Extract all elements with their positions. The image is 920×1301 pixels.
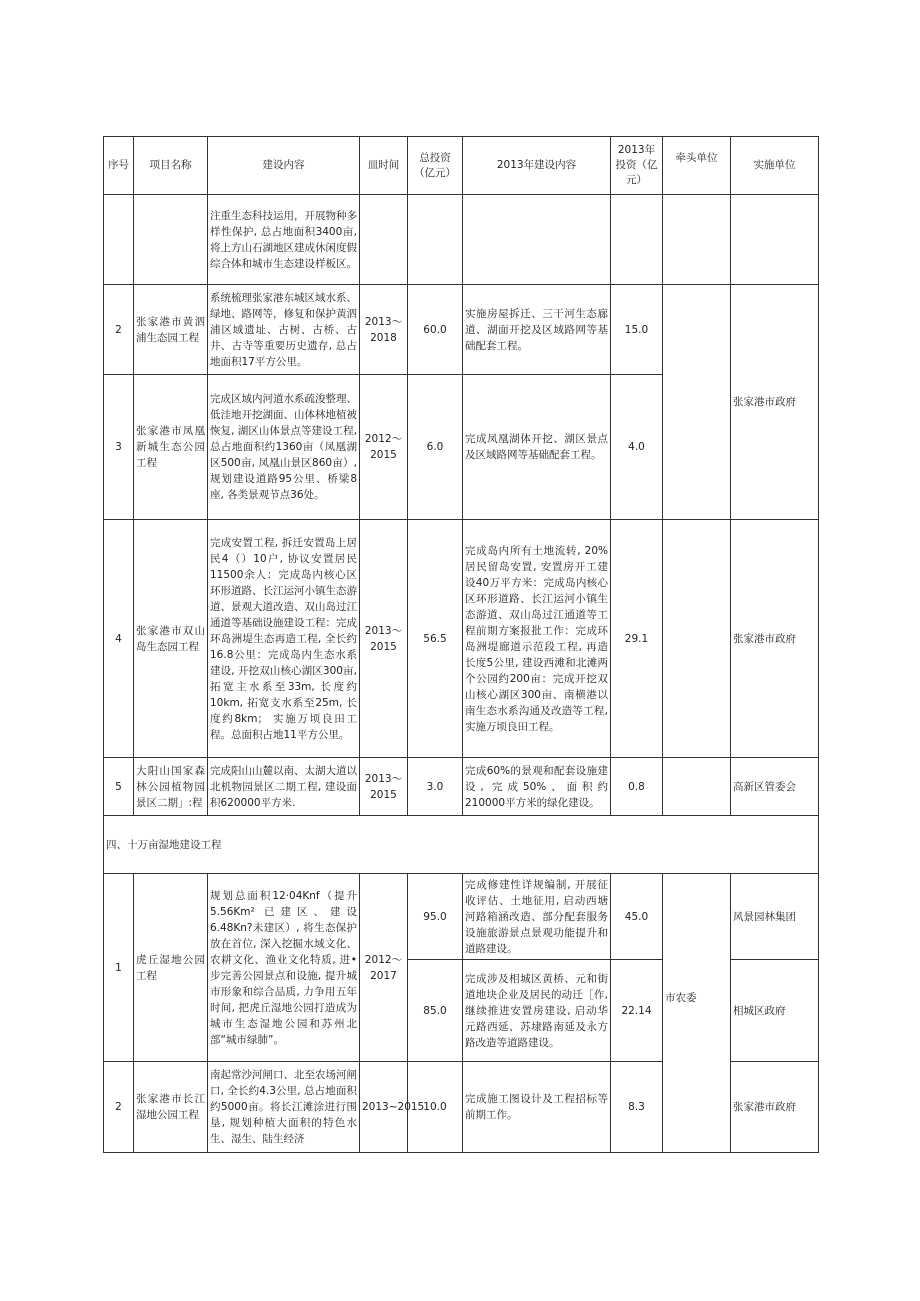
- inv2013-cell: 22.14: [611, 960, 663, 1062]
- impl-cell: 风景园林集团: [731, 874, 819, 960]
- header-content: 建设内容: [208, 137, 360, 195]
- header-total: 总投资 （亿元）: [408, 137, 463, 195]
- header-time: 皿时间: [360, 137, 408, 195]
- section-title: 四、十万亩湿地建设工程: [104, 816, 819, 874]
- c2013-cell: 实施房屋拆迁、三干河生态廊道、湖面开挖及区域路网等基础配套工程。: [463, 285, 611, 375]
- c2013-cell: 完成施工图设计及工程招标等前期工作。: [463, 1062, 611, 1153]
- name-cell: 张家港市凤凰新城生态公园工程: [134, 375, 208, 520]
- table-row: [104, 758, 819, 816]
- time-cell: 2012〜2017: [360, 874, 408, 1062]
- content-cell: 规划总面积12·04Knf（提升5.56Km² 已建区、建设6.48Kn?未建区）, 将生态保护放在首位, 深入挖掘水域文化、农耕文化、渔业文化特质, 进•步完善公园景点和设施, 提升城市形象和综合品质, 力争用五年时间, 把虎丘湿地公园打造成为城市生态湿地公园和苏州北部“城市绿肺”。: [208, 874, 360, 1062]
- table-row: [104, 520, 819, 758]
- c2013-cell: 完成岛内所有土地流转, 20%居民留岛安置, 安置房开工建设40万平方米：完成岛内核心区环形道路、长江运河小镇生态游道、双山岛过江通道等工程前期方案报批工作：完成环岛洲堤廊道示范段工程, 再造长度5公里, 建设西滩和北滩两个公园约200亩：完成开挖双山核心湖区300亩、南横港以南生态水系沟通及改造等工程, 实施万顷良田工程。: [463, 520, 611, 758]
- c2013-cell: 完成涉及相城区黄桥、元和街道地块企业及居民的动迁［作, 继续推进安置房建设, 启动华元路西延、苏埭路南延及永方路改造等道路建设。: [463, 960, 611, 1062]
- seq-cell: 3: [104, 375, 134, 520]
- table-header-row: [104, 137, 819, 195]
- impl-cell: 张家港市政府: [731, 1062, 819, 1153]
- table-row: [104, 874, 819, 960]
- time-cell: 2013~2015: [360, 1062, 408, 1153]
- header-2013-content: 2013年建设内容: [463, 137, 611, 195]
- seq-cell: 2: [104, 285, 134, 375]
- content-cell: 完成区域内河道水系疏浚整理、低洼地开挖湖面、山体林地植被恢复, 湖区山体景点等建设工程, 总占地面积约1360亩（凤凰湖区500亩, 凤凰山景区860亩）, 规划建设道路95公里、桥梁8座, 各类景观节点36处。: [208, 375, 360, 520]
- impl-cell: 高新区管委会: [731, 758, 819, 816]
- c2013-cell: 完成修建性详规编制, 开展征收评估、土地征用, 启动西塘河路箱涵改造、部分配套服务设施旅游景点景观功能提升和道路建设。: [463, 874, 611, 960]
- header-impl: 实施单位: [731, 137, 819, 195]
- header-2013-investment: 2013年 投资（亿 元）: [611, 137, 663, 195]
- seq-cell: 5: [104, 758, 134, 816]
- total-cell: 95.0: [408, 874, 463, 960]
- lead-cell: 市农委: [663, 874, 731, 1153]
- inv2013-cell: 15.0: [611, 285, 663, 375]
- time-cell: 2013〜2018: [360, 285, 408, 375]
- time-cell: 2013〜2015: [360, 758, 408, 816]
- header-name: 项目名称: [134, 137, 208, 195]
- content-cell: 注重生态科技运用，开展物种多样性保护, 总占地面积3400亩, 将上方山石湖地区建成休闲度假综合体和城市生态建设样板区。: [208, 195, 360, 285]
- section-row: [104, 816, 819, 874]
- inv2013-cell: 0.8: [611, 758, 663, 816]
- content-cell: 系统梳理张家港东城区域水系、绿地、路网等，修复和保护黄泗浦区域遗址、古树、古桥、古井、古寺等重要历史遗存, 总占地面积17平方公里。: [208, 285, 360, 375]
- impl-cell: 相城区政府: [731, 960, 819, 1062]
- seq-cell: 2: [104, 1062, 134, 1153]
- content-cell: 南起常沙河闸口、北至农场河闸口, 全长约4.3公里, 总占地面积约5000亩。将长江滩涂进行围垦, 规划种植大面积的特色水生、湿生、陆生经济: [208, 1062, 360, 1153]
- seq-cell: 1: [104, 874, 134, 1062]
- project-table: [103, 136, 819, 1153]
- c2013-cell: 完成60%的景观和配套设施建设, 完成50%、面积约210000平方米的绿化建设。: [463, 758, 611, 816]
- content-cell: 完成阳山山麓以南、太湖大道以北机物园景区二期工程, 建设面积620000平方米.: [208, 758, 360, 816]
- name-cell: 张家港市长江湿地公园工程: [134, 1062, 208, 1153]
- total-cell: 6.0: [408, 375, 463, 520]
- c2013-cell: 完成凤凰湖体开挖、湖区景点及区域路网等基础配套工程。: [463, 375, 611, 520]
- inv2013-cell: 45.0: [611, 874, 663, 960]
- seq-cell: 4: [104, 520, 134, 758]
- total-cell: 10.0: [408, 1062, 463, 1153]
- table-row: [104, 285, 819, 375]
- total-cell: 85.0: [408, 960, 463, 1062]
- inv2013-cell: 29.1: [611, 520, 663, 758]
- total-cell: 3.0: [408, 758, 463, 816]
- header-lead: 牵头单位: [663, 137, 731, 195]
- impl-cell: 张家港市政府: [731, 285, 819, 520]
- inv2013-cell: 4.0: [611, 375, 663, 520]
- content-cell: 完成安置工程, 拆迁安置岛上居民4（）10户, 协议安置居民11500余人：完成岛内核心区环形道路、长江运河小镇生态游道、景观大道改造、双山岛过江通道等基础设施建设工程：完成环岛洲堤生态再造工程, 全长约16.8公里：完成岛内生态水系建设, 开挖双山核心湖区300亩, 拓宽主水系至33m, 长度约10km, 拓宽支水系至25m, 长度约8km； 实施万顷良田工程。总面积占地11平方公里。: [208, 520, 360, 758]
- inv2013-cell: 8.3: [611, 1062, 663, 1153]
- time-cell: 2012〜2015: [360, 375, 408, 520]
- total-cell: 60.0: [408, 285, 463, 375]
- table-row: [104, 195, 819, 285]
- name-cell: 张家港市黄泗浦生态园工程: [134, 285, 208, 375]
- name-cell: 大阳山国家森林公园植物园景区二期」:程: [134, 758, 208, 816]
- name-cell: 虎丘湿地公园工程: [134, 874, 208, 1062]
- impl-cell: 张家港市政府: [731, 520, 819, 758]
- header-seq: 序号: [104, 137, 134, 195]
- total-cell: 56.5: [408, 520, 463, 758]
- name-cell: 张家港市双山岛生态园工程: [134, 520, 208, 758]
- time-cell: 2013〜2015: [360, 520, 408, 758]
